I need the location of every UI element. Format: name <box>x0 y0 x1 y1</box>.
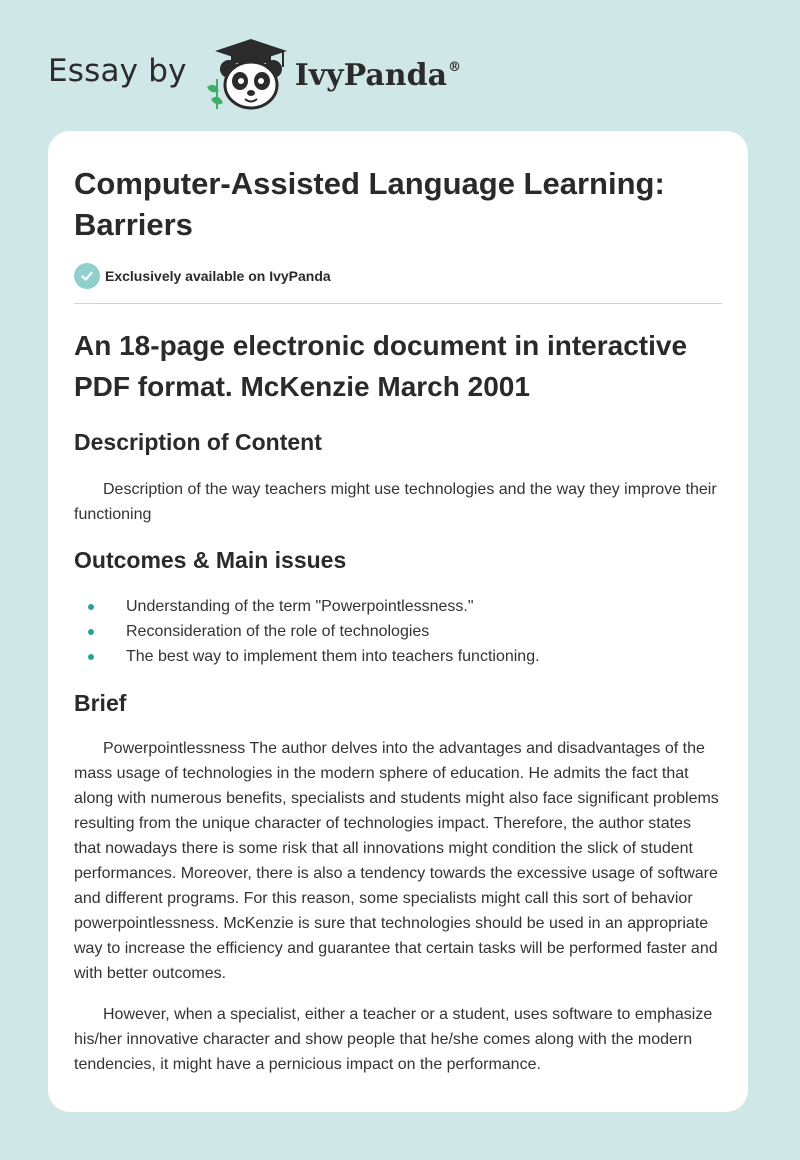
site-header <box>48 34 461 114</box>
outcomes-list <box>74 594 722 669</box>
outcomes-heading: Outcomes & Main issues <box>74 547 347 573</box>
divider <box>74 303 722 304</box>
brand-name[interactable]: IvyPanda® <box>294 57 462 93</box>
bullet-icon <box>88 604 94 610</box>
exclusive-text: Exclusively available on IvyPanda <box>105 268 331 284</box>
list-item: Reconsideration of the role of technologies <box>74 619 722 644</box>
brief-paragraph-2: However, when a specialist, either a teacher or a student, uses software to emphasize his/her innovative character and show people that he/she comes along with the modern tendencies, it might have a pernicious impact on the performance. <box>74 1006 713 1073</box>
registered-mark: ® <box>448 59 462 75</box>
panda-logo-icon <box>201 37 287 111</box>
document-heading: An 18-page electronic document in interactive PDF format. McKenzie March 2001 <box>74 330 688 402</box>
description-heading: Description of Content <box>74 429 322 455</box>
description-text: Description of the way teachers might use technologies and the way they improve their functioning <box>74 481 717 523</box>
check-icon <box>74 263 100 289</box>
bullet-icon <box>88 654 94 660</box>
brief-paragraph-1: Powerpointlessness The author delves into the advantages and disadvantages of the mass usage of technologies in the modern sphere of education. He admits the fact that along with numerous benefits, specialists and students might also face significant problems resulting from the unique character of technologies impact. Therefore, the author states that nowadays there is some risk that all innovations might condition the slick of student performances. Moreover, there is also a tendency towards the excessive usage of software and different programs. For this reason, some specialists might call this sort of behavior powerpointlessness. McKenzie is sure that technologies should be used in an appropriate way to increase the efficiency and guarantee that certain tasks will be performed faster and with better outcomes. <box>74 740 719 982</box>
page-title: Computer-Assisted Language Learning: Barriers <box>74 166 665 242</box>
list-item: Understanding of the term "Powerpointlessness." <box>74 594 722 619</box>
brief-heading: Brief <box>74 690 127 716</box>
list-item: The best way to implement them into teachers functioning. <box>74 644 722 669</box>
exclusive-badge <box>74 263 331 289</box>
essay-card <box>48 131 748 1112</box>
essay-by-label: Essay by <box>48 53 187 89</box>
bullet-icon <box>88 629 94 635</box>
